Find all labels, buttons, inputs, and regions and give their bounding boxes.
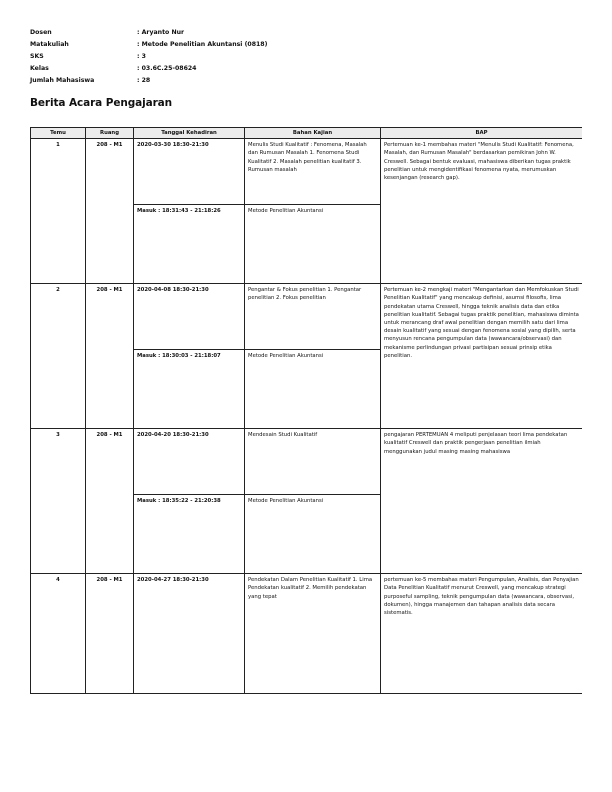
cell-bahan: Pendekatan Dalam Penelitian Kualitatif 1. Lima Pendekatan kualitatif 2. Memilih pendekatan yang tepat — [245, 574, 381, 694]
cell-bahan: Menulis Studi Kualitatif : Fenomena, Masalah dan Rumusan Masalah 1. Fenomena Studi Kualitatif 2. Masalah penelitian kualitatif 3. Rumusan masalah — [245, 139, 381, 205]
cell-ruang: 208 - M1 — [86, 574, 134, 694]
bap-table — [30, 127, 582, 694]
cell-masuk: Masuk : 18:31:43 - 21:18:26 — [134, 205, 245, 284]
info-label: Kelas — [30, 65, 49, 72]
cell-tanggal: 2020-03-30 18:30-21:30 — [134, 139, 245, 205]
column-header-bap: BAP — [381, 128, 583, 139]
bap-table-container — [30, 127, 582, 722]
cell-ruang: 208 - M1 — [86, 429, 134, 574]
info-label: Jumlah Mahasiswa — [30, 77, 95, 84]
info-value: : 28 — [137, 77, 151, 84]
cell-temu: 1 — [31, 139, 86, 284]
table-row — [31, 429, 583, 495]
cell-bahan: Metode Penelitian Akuntansi — [245, 350, 381, 429]
column-header-temu: Temu — [31, 128, 86, 139]
column-header-tanggal: Tanggal Kehadiran — [134, 128, 245, 139]
info-label: SKS — [30, 53, 44, 60]
cell-bahan: Metode Penelitian Akuntansi — [245, 495, 381, 574]
cell-masuk: Masuk : 18:35:22 - 21:20:38 — [134, 495, 245, 574]
cell-masuk: Masuk : 18:30:03 - 21:18:07 — [134, 350, 245, 429]
cell-ruang: 208 - M1 — [86, 139, 134, 284]
cell-tanggal: 2020-04-27 18:30-21:30 — [134, 574, 245, 694]
table-row — [31, 574, 583, 694]
cell-tanggal: 2020-04-20 18:30-21:30 — [134, 429, 245, 495]
cell-bap: Pertemuan ke-1 membahas materi "Menulis Studi Kualitatif: Fenomena, Masalah, dan Rumusan Masalah" berdasarkan pemikiran John W. Creswell. Sebagai bentuk evaluasi, mahasiswa diberikan tugas praktik penelitian untuk mengidentifikasi fenomena nyata, merumuskan kesenjangan (research gap). — [381, 139, 583, 284]
info-row-dosen — [30, 27, 267, 39]
info-row-sks — [30, 51, 267, 63]
cell-bahan: Mendesain Studi Kualitatif — [245, 429, 381, 495]
info-value: : 3 — [137, 53, 146, 60]
cell-bap: pertemuan ke-5 membahas materi Pengumpulan, Analisis, dan Penyajian Data Penelitian Kualitatif menurut Creswell, yang mencakup strategi purposeful sampling, teknik pengumpulan data (wawancara, observasi, dokumen), hingga manajemen dan tahapan analisis data secara sistematis. — [381, 574, 583, 694]
cell-tanggal: 2020-04-08 18:30-21:30 — [134, 284, 245, 350]
cell-bap: pengajaran PERTEMUAN 4 meliputi penjelasan teori lima pendekatan kualitatif Creswell dan praktik pengerjaan penelitian ilmiah menggunakan judul masing masing mahasiswa — [381, 429, 583, 574]
cell-bap: Pertemuan ke-2 mengkaji materi "Mengantarkan dan Memfokuskan Studi Penelitian Kualitatif" yang mencakup definisi, asumsi filosofis, lima pendekatan utama Creswell, hingga teknik analisis data dan etika penelitian kualitatif. Sebagai tugas praktik penelitian, mahasiswa diminta untuk merancang draf awal penelitian dengan memilih satu dari lima desain kualitatif yang sesuai dengan fenomena sosial yang dipilih, serta menyusun rencana pengumpulan data (wawancara/observasi) dan mekanisme perlindungan privasi partisipan sesuai prinsip etika penelitian. — [381, 284, 583, 429]
info-value: : 03.6C.25-08624 — [137, 65, 197, 72]
column-header-ruang: Ruang — [86, 128, 134, 139]
cell-bahan: Pengantar & Fokus penelitian 1. Pengantar penelitian 2. Fokus penelitian — [245, 284, 381, 350]
info-value: : Metode Penelitian Akuntansi (0818) — [137, 41, 268, 48]
table-header-row — [31, 128, 583, 139]
cell-temu: 3 — [31, 429, 86, 574]
info-label: Dosen — [30, 29, 52, 36]
info-value: : Aryanto Nur — [137, 29, 185, 36]
cell-temu: 4 — [31, 574, 86, 694]
section-title: Berita Acara Pengajaran — [30, 97, 173, 109]
info-label: Matakuliah — [30, 41, 69, 48]
table-row — [31, 139, 583, 205]
info-row-kelas — [30, 63, 267, 75]
course-info — [30, 27, 267, 87]
cell-bahan: Metode Penelitian Akuntansi — [245, 205, 381, 284]
table-row — [31, 284, 583, 350]
column-header-bahan: Bahan Kajian — [245, 128, 381, 139]
cell-ruang: 208 - M1 — [86, 284, 134, 429]
info-row-jumlah-mahasiswa — [30, 75, 267, 87]
cell-temu: 2 — [31, 284, 86, 429]
info-row-matakuliah — [30, 39, 267, 51]
